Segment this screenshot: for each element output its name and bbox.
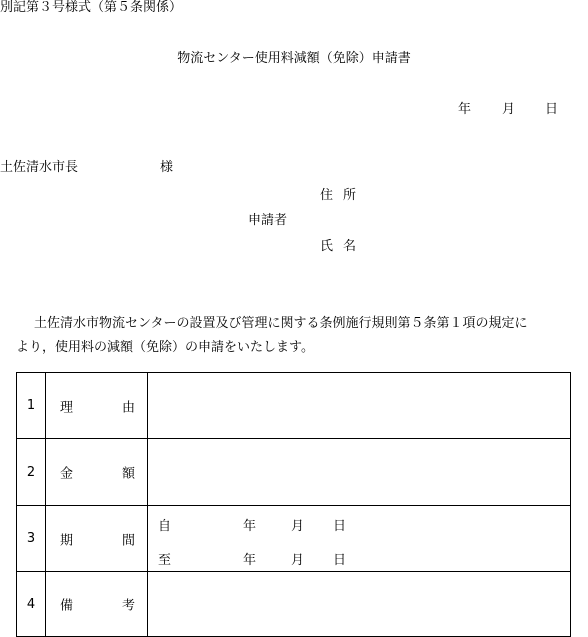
table-row-period: [17, 506, 571, 572]
period-from-line: [148, 515, 570, 534]
period-from-label: 自: [158, 519, 172, 534]
row-number: 3: [17, 506, 46, 572]
date-month-label: 月: [502, 102, 516, 117]
label-char: 間: [121, 533, 135, 548]
row-number: 1: [17, 373, 46, 439]
date-day-label: 日: [545, 102, 559, 117]
period-to-year: 年: [243, 553, 257, 568]
remarks-value-field[interactable]: [148, 572, 571, 637]
period-to-label: 至: [158, 553, 172, 568]
application-details-table: [16, 372, 571, 637]
row-label-period: [46, 506, 148, 572]
period-from-day: 日: [333, 519, 347, 534]
period-from-month: 月: [291, 519, 305, 534]
label-char: 由: [121, 400, 135, 415]
label-char: 考: [121, 598, 135, 614]
address-label: 住所: [320, 188, 367, 203]
recipient-honorific: 様: [160, 160, 174, 175]
statement-line-2: より，使用料の減額（免除）の申請をいたします。: [16, 340, 314, 355]
table-row-amount: [17, 439, 571, 506]
row-number: 2: [17, 439, 46, 506]
row-number: 4: [17, 572, 46, 637]
label-char: 額: [121, 466, 135, 482]
amount-value-field[interactable]: [148, 439, 571, 506]
statement-line-1: 土佐清水市物流センターの設置及び管理に関する条例施行規則第５条第１項の規定に: [34, 316, 528, 331]
date-line: [0, 102, 588, 118]
application-statement: [16, 316, 588, 356]
table-row-reason: [17, 373, 571, 439]
period-from-year: 年: [243, 519, 257, 534]
row-label-remarks: [46, 572, 148, 637]
row-label-amount: [46, 439, 148, 506]
label-char: 期: [60, 533, 74, 548]
label-char: 理: [60, 400, 74, 415]
recipient-name: 土佐清水市長: [0, 160, 79, 175]
label-char: 備: [60, 598, 74, 614]
period-to-line: [148, 549, 570, 568]
form-number-label: 別記第３号様式（第５条関係）: [0, 0, 183, 15]
table-row-remarks: [17, 572, 571, 637]
label-char: 金: [60, 466, 74, 482]
date-year-label: 年: [458, 102, 472, 117]
applicant-label: 申請者: [248, 213, 288, 228]
reason-value-field[interactable]: [148, 373, 571, 439]
page-title: 物流センター使用料減額（免除）申請書: [177, 51, 411, 66]
period-value-field[interactable]: [148, 506, 571, 572]
name-label: 氏名: [320, 239, 367, 254]
row-label-reason: [46, 373, 148, 439]
period-to-month: 月: [291, 553, 305, 568]
period-to-day: 日: [333, 553, 347, 568]
